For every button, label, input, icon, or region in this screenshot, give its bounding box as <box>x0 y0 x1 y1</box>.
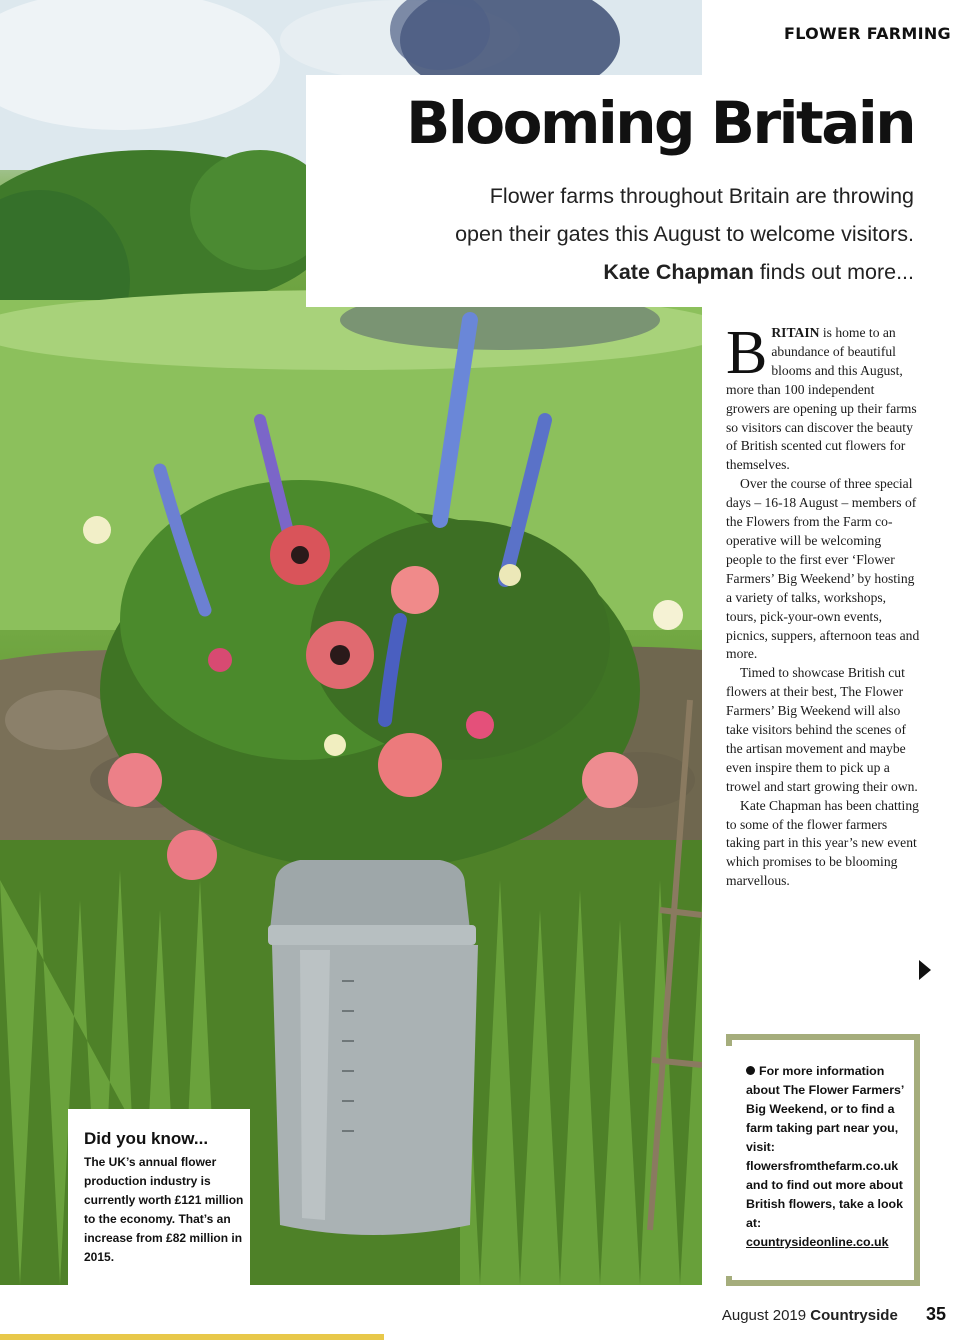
article-paragraph-2: Over the course of three special days – 16-18 August – members of the Flowers from the Farm co-operative will be welcoming people to the first ever ‘Flower Farmers’ Big Weekend’ by hosting a variety of talks, workshops, tours, pick-your-own events, picnics, suppers, afternoon teas and more. <box>726 476 920 662</box>
magazine-name: Countryside <box>810 1307 898 1324</box>
did-you-know-box <box>68 1109 250 1285</box>
standfirst <box>354 177 914 291</box>
countryside-link[interactable]: countrysideonline.co.uk <box>746 1235 889 1249</box>
article-paragraph-3: Timed to showcase British cut flowers at their best, The Flower Farmers’ Big Weekend will also take visitors behind the scenes of the artisan movement and maybe even inspire them to pick up a trowel and start growing their own. <box>726 665 918 794</box>
standfirst-byline <box>354 253 914 291</box>
author-name: Kate Chapman <box>603 260 754 284</box>
page-footer <box>722 1304 946 1325</box>
bullet-icon <box>746 1066 755 1075</box>
section-label: FLOWER FARMING <box>783 24 951 43</box>
article-body <box>726 319 920 891</box>
info-box-text: For more information about The Flower Farmers’ Big Weekend, or to find a farm taking part near you, visit: flowersfromthefarm.co.uk and to find out more about British flowers, take a look at: <box>746 1064 904 1230</box>
did-you-know-text: The UK’s annual flower production industry is currently worth £121 million to the economy. That’s an increase from £82 million in 2015. <box>84 1155 244 1264</box>
paragraph-1-text: is home to an abundance of beautiful blooms and this August, more than 100 independent growers are opening up their farms so visitors can discover the beauty of British scented cut flowers for themselves. <box>726 325 917 473</box>
dropcap: B <box>726 319 768 387</box>
standfirst-line-2: open their gates this August to welcome visitors. <box>455 222 914 246</box>
lead-word: RITAIN <box>771 325 820 340</box>
bottom-color-strip <box>0 1334 384 1340</box>
continue-arrow-icon <box>919 960 931 980</box>
byline-suffix: finds out more... <box>753 260 914 284</box>
issue-date: August 2019 <box>721 1307 807 1324</box>
article-paragraph-1 <box>726 319 920 475</box>
page-title: Blooming Britain <box>406 89 914 157</box>
standfirst-line-1: Flower farms throughout Britain are throwing <box>489 184 914 208</box>
title-panel <box>306 75 960 307</box>
page-number: 35 <box>925 1304 946 1324</box>
article-paragraph-4: Kate Chapman has been chatting to some of the flower farmers taking part in this year’s new event which promises to be blooming marvellous. <box>726 797 919 889</box>
info-box <box>746 1062 906 1252</box>
did-you-know-title: Did you know... <box>84 1129 209 1148</box>
